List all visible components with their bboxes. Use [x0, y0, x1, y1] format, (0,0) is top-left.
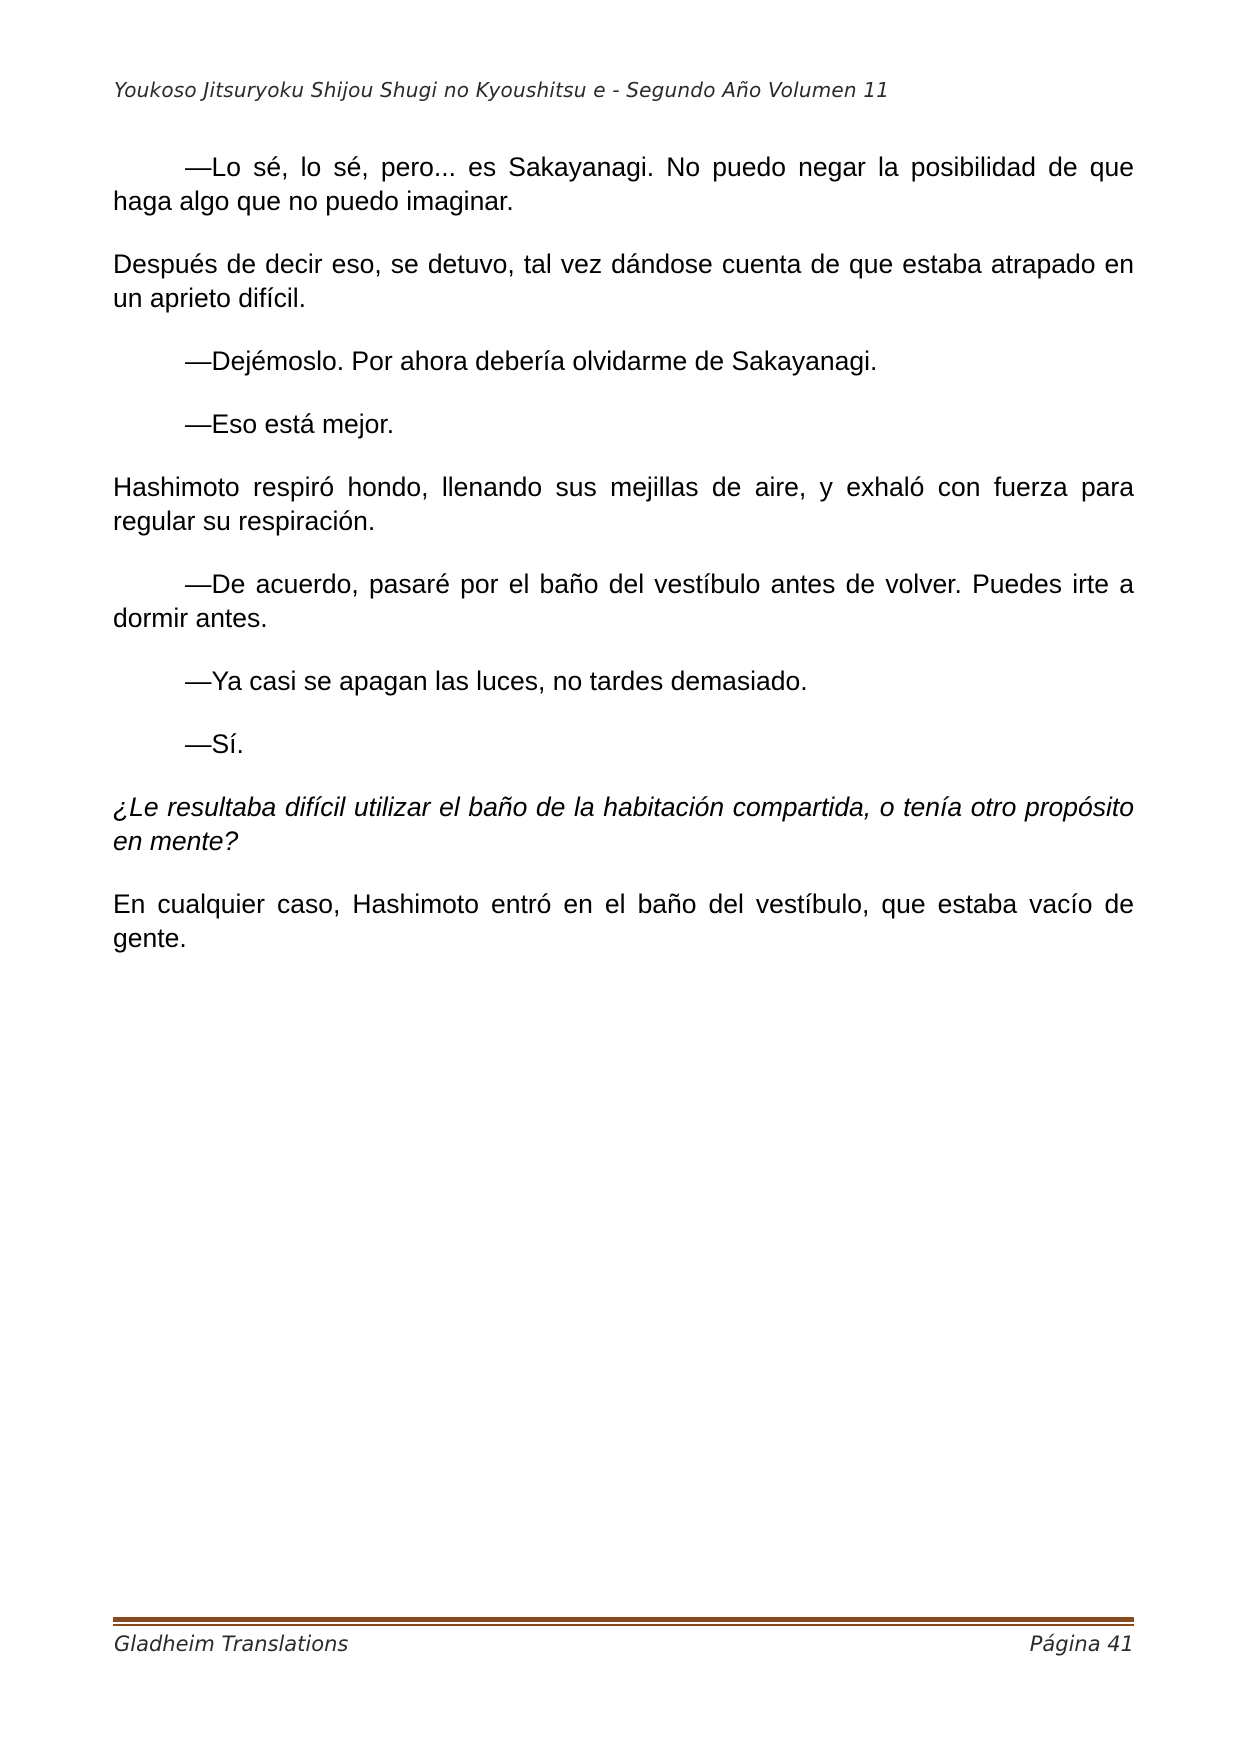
- paragraph-dialog: —Sí.: [185, 729, 244, 759]
- footer-credit: Gladheim Translations: [114, 1632, 349, 1656]
- paragraph-narration: Después de decir eso, se detuvo, tal vez dándose cuenta de que estaba atrapado en un aprieto difícil.: [113, 249, 1134, 313]
- paragraph-narration: En cualquier caso, Hashimoto entró en el baño del vestíbulo, que estaba vacío de gente.: [113, 889, 1134, 953]
- paragraph-dialog: —Eso está mejor.: [185, 409, 395, 439]
- footer-divider: [113, 1617, 1134, 1626]
- page-number: Página 41: [1029, 1632, 1134, 1656]
- paragraph-dialog: —Lo sé, lo sé, pero... es Sakayanagi. No puedo negar la posibilidad de que haga algo que no puedo imaginar.: [113, 152, 1134, 216]
- footer-divider-thick: [113, 1617, 1134, 1622]
- paragraph-thought: ¿Le resultaba difícil utilizar el baño de la habitación compartida, o tenía otro propósito en mente?: [113, 792, 1134, 856]
- page-body: [113, 150, 1134, 984]
- paragraph-narration: Hashimoto respiró hondo, llenando sus mejillas de aire, y exhaló con fuerza para regular su respiración.: [113, 472, 1134, 536]
- paragraph-dialog: —De acuerdo, pasaré por el baño del vestíbulo antes de volver. Puedes irte a dormir antes.: [113, 569, 1134, 633]
- running-header: Youkoso Jitsuryoku Shijou Shugi no Kyoushitsu e - Segundo Año Volumen 11: [114, 78, 890, 102]
- paragraph-dialog: —Ya casi se apagan las luces, no tardes demasiado.: [185, 666, 808, 696]
- footer-divider-thin: [113, 1624, 1134, 1626]
- paragraph-dialog: —Dejémoslo. Por ahora debería olvidarme de Sakayanagi.: [185, 346, 878, 376]
